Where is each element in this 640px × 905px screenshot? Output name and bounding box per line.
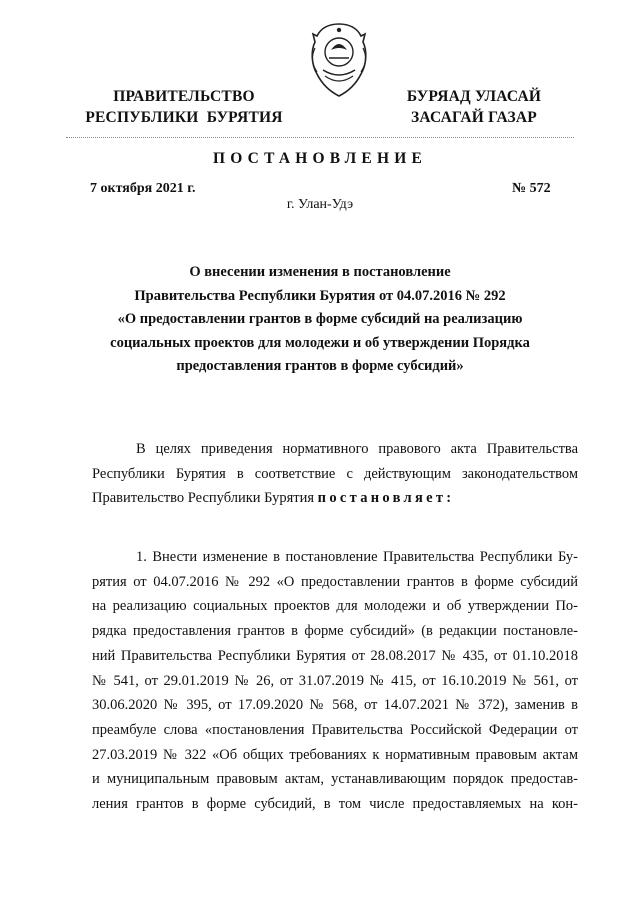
header-divider — [66, 137, 574, 138]
paragraph-line: 1. Внести изменение в постановление Правительства Республики Бу- — [136, 549, 578, 565]
document-number: № 572 — [512, 181, 551, 196]
government-name-ru-line-2: РЕСПУБЛИКИ БУРЯТИЯ — [85, 109, 283, 126]
coat-of-arms-icon — [301, 20, 377, 100]
document-city: г. Улан-Удэ — [286, 197, 354, 212]
document-subject-line: социальных проектов для молодежи и об утверждении Порядка — [110, 334, 530, 351]
preamble-subject: Правительство Республики Бурятия — [92, 490, 315, 507]
paragraph-line: Республики Бурятия в соответствие с действующим законодательством — [92, 465, 578, 482]
document-date: 7 октября 2021 г. — [90, 181, 196, 196]
government-name-bua-line-1: БУРЯАД УЛАСАЙ — [406, 88, 542, 105]
resolves-word: постановляет: — [317, 490, 455, 507]
paragraph-line: преамбуле слова «постановления Правительства Российской Федерации от — [92, 721, 578, 738]
paragraph-line: ления грантов в форме субсидий, в том числе предоставляемых на кон- — [92, 796, 578, 813]
document-subject-line: О внесении изменения в постановление — [189, 264, 451, 280]
paragraph-line: № 541, от 29.01.2019 № 26, от 31.07.2019 № 415, от 16.10.2019 № 561, от — [92, 672, 578, 689]
government-name-bua-line-2: ЗАСАГАЙ ГАЗАР — [411, 109, 537, 126]
document-subject-line: Правительства Республики Бурятия от 04.07.2016 № 292 — [134, 287, 506, 304]
paragraph-line: и муниципальным правовым актам, устанавливающим порядок предостав- — [92, 771, 578, 788]
paragraph-line — [92, 486, 578, 511]
paragraph-line: рядка предоставления грантов в форме субсидий» (в редакции постановле- — [92, 623, 578, 640]
paragraph-line: 30.06.2020 № 395, от 17.09.2020 № 568, от 14.07.2021 № 372), заменив в — [92, 697, 578, 714]
document-type-title: ПОСТАНОВЛЕНИЕ — [212, 150, 428, 167]
government-name-ru — [84, 86, 284, 128]
government-name-bua — [394, 86, 554, 128]
paragraph-line: ний Правительства Республики Бурятия от 28.08.2017 № 435, от 01.10.2018 — [92, 647, 578, 664]
document-subject-line: «О предоставлении грантов в форме субсидий на реализацию — [117, 311, 523, 327]
paragraph-line: 27.03.2019 № 322 «Об общих требованиях к нормативным правовым актам — [92, 746, 578, 763]
preamble-paragraph — [92, 437, 578, 511]
paragraph-line: В целях приведения нормативного правового акта Правительства — [136, 441, 578, 457]
document-subject-line: предоставления грантов в форме субсидий» — [176, 358, 464, 374]
paragraph-line: рятия от 04.07.2016 № 292 «О предоставлении грантов в форме субсидий — [92, 573, 578, 590]
document-subject — [96, 261, 544, 379]
item-1-paragraph — [92, 545, 578, 817]
paragraph-line: на реализацию социальных проектов для молодежи и об утверждении По- — [92, 598, 578, 615]
government-name-ru-line-1: ПРАВИТЕЛЬСТВО — [113, 88, 255, 105]
